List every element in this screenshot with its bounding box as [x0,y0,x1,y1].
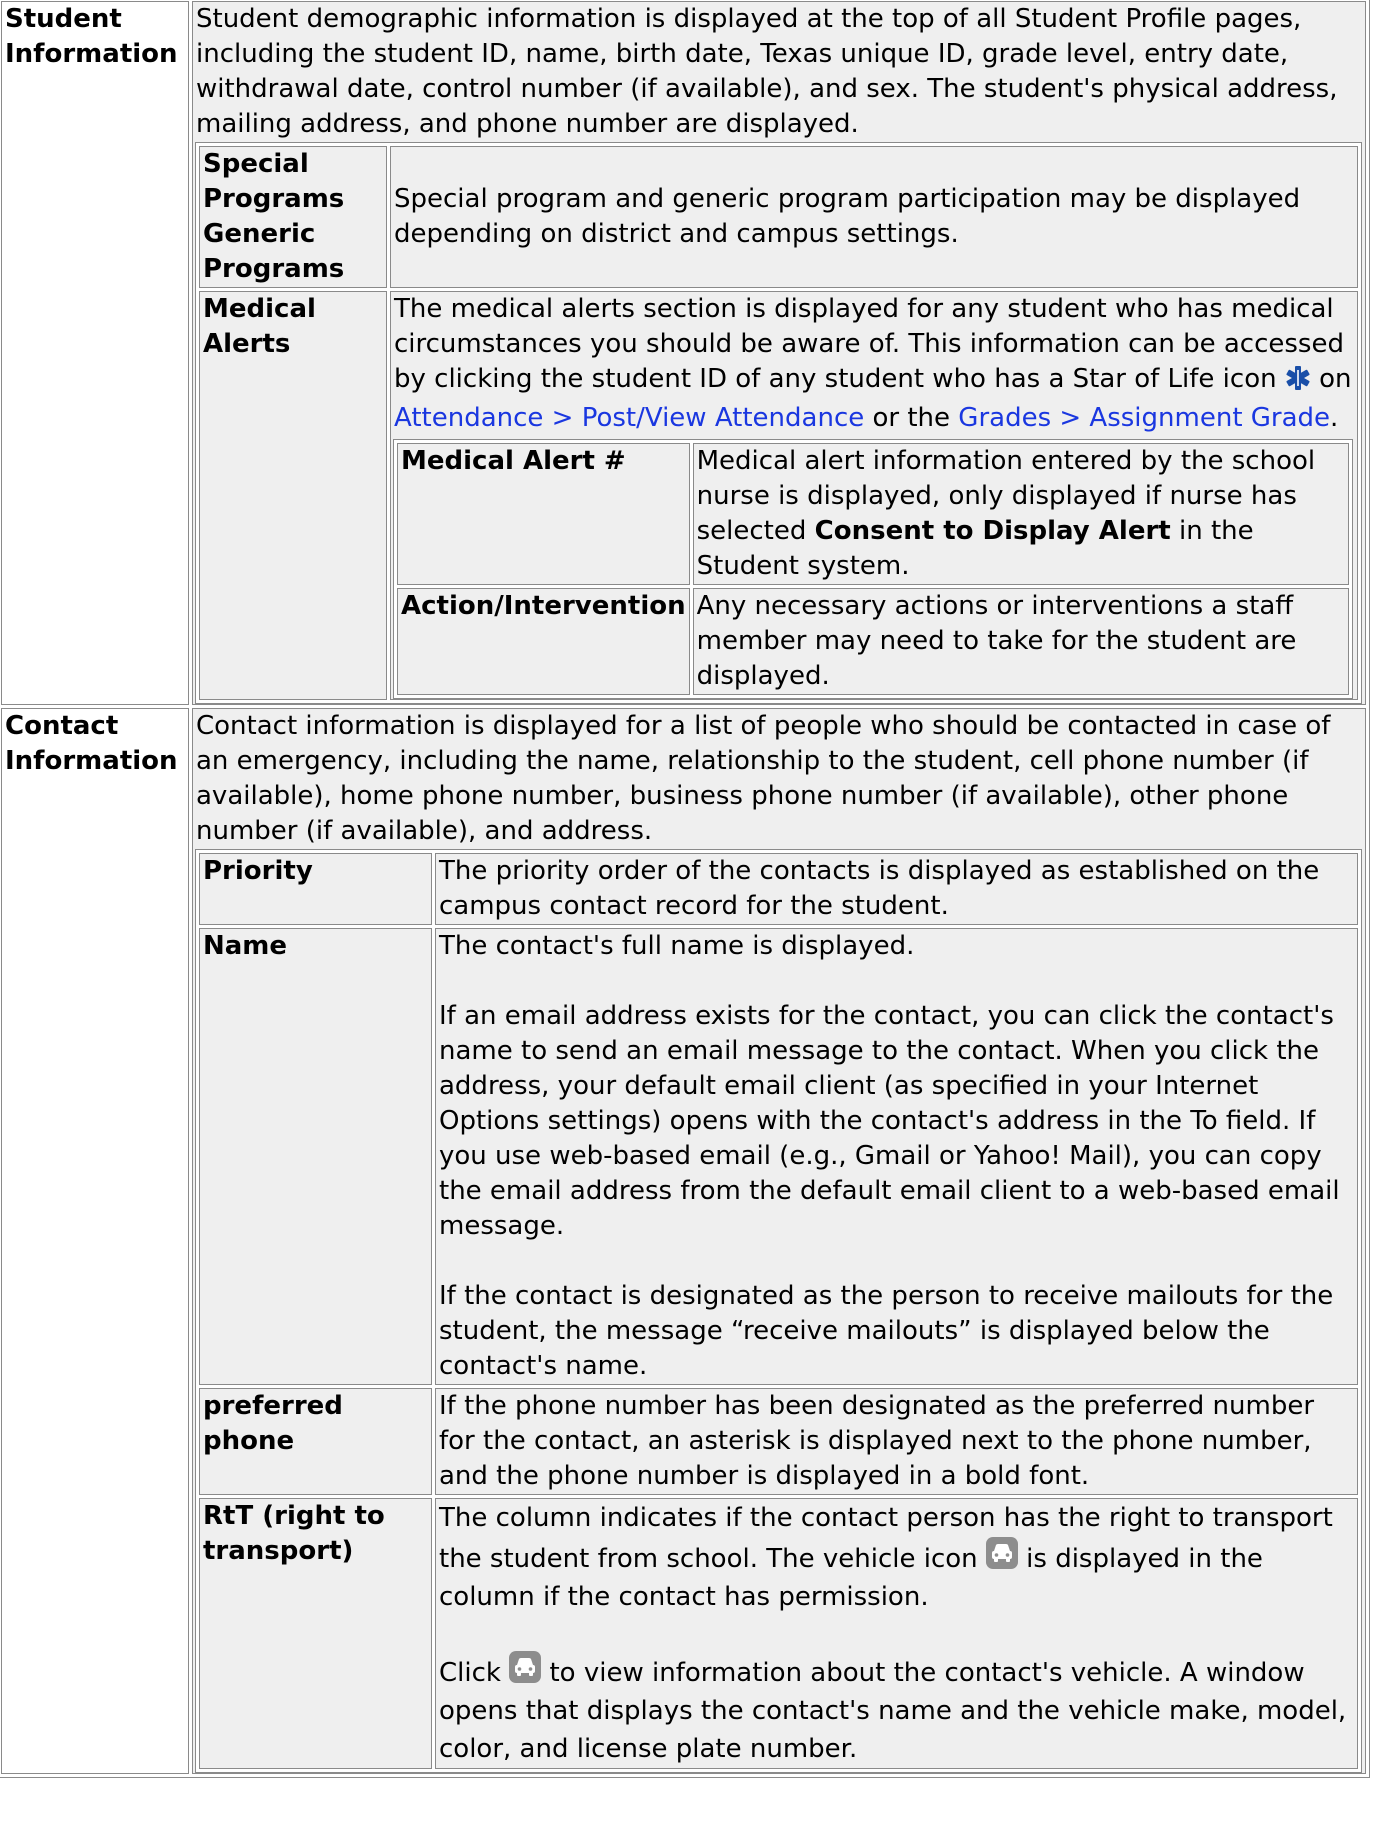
medical-alerts-subtable [393,439,1353,699]
special-programs-text: Special program and generic program participation may be displayed depending on district and campus settings. [390,146,1358,288]
special-programs-heading: Special Programs Generic Programs [199,146,387,288]
medical-alerts-heading: Medical Alerts [199,291,387,700]
name-content [435,928,1358,1385]
preferred-phone-heading: preferred phone [199,1388,432,1495]
action-intervention-text: Any necessary actions or interventions a staff member may need to take for the student are displayed. [693,588,1349,695]
preferred-phone-row [199,1388,1358,1495]
rtt-row [199,1498,1358,1769]
medical-alerts-period: . [1330,403,1339,433]
contact-information-heading: Contact Information [1,708,189,1774]
action-intervention-row [397,588,1349,695]
rtt-heading: RtT (right to transport) [199,1498,432,1769]
student-information-subtable [195,142,1362,704]
medical-alerts-description: The medical alerts section is displayed for any student who has medical circumstances you should be aware of. This information can be accessed by clicking the student ID of any student who has a Star of Life icon [394,294,1344,394]
rtt-content [435,1498,1358,1769]
medical-alerts-on: on [1319,364,1352,394]
priority-row [199,853,1358,925]
contact-information-row [1,708,1366,1774]
medical-alert-num-after: in the Student system. [696,516,1254,581]
medical-alerts-or: or the [872,403,951,433]
student-information-description: Student demographic information is displayed at the top of all Student Profile pages, including the student ID, name, birth date, Texas unique ID, grade level, entry date, withdrawal date, control number (if available), and sex. The student's physical address, mailing address, and phone number are displayed. [196,4,1338,139]
medical-alerts-text [394,292,1354,436]
student-information-heading: Student Information [1,1,189,705]
vehicle-icon [986,1537,1018,1569]
rtt-paragraph-2: Click to view information about the contact's vehicle. A window opens that displays the contact's name and the vehicle make, model, color, and license plate number. [439,1651,1354,1768]
vehicle-icon[interactable] [509,1651,541,1683]
action-intervention-heading: Action/Intervention [397,588,690,695]
preferred-phone-text: If the phone number has been designated as the preferred number for the contact, an asterisk is displayed next to the phone number, and the phone number is displayed in a bold font. [435,1388,1358,1495]
medical-alert-num-heading: Medical Alert # [397,443,690,585]
star-of-life-icon [1285,365,1311,401]
consent-to-display-alert: Consent to Display Alert [814,516,1171,546]
student-information-content [192,1,1366,705]
student-information-row [1,1,1366,705]
medical-alert-num-before: Medical alert information entered by the school nurse is displayed, only displayed if nurse has selected [696,446,1316,546]
medical-alert-num-row [397,443,1349,585]
contact-information-content [192,708,1366,1774]
name-heading: Name [199,928,432,1385]
rtt-paragraph-1: The column indicates if the contact person has the right to transport the student from school. The vehicle icon is displayed in the column if the contact has permission. [439,1503,1333,1612]
attendance-link[interactable]: Attendance > Post/View Attendance [394,403,865,433]
name-paragraph-3: If the contact is designated as the person to receive mailouts for the student, the message “receive mailouts” is displayed below the contact's name. [439,1281,1334,1381]
contact-information-subtable [195,849,1362,1773]
priority-text: The priority order of the contacts is displayed as established on the campus contact record for the student. [435,853,1358,925]
medical-alerts-row [199,291,1358,700]
name-paragraph-2: If an email address exists for the contact, you can click the contact's name to send an email message to the contact. When you click the address, your default email client (as specified in your Internet Options settings) opens with the contact's address in the To field. If you use web-based email (e.g., Gmail or Yahoo! Mail), you can copy the email address from the default email client to a web-based email message. [439,1001,1340,1241]
name-paragraph-1: The contact's full name is displayed. [439,931,915,961]
medical-alert-num-text [693,443,1349,585]
special-programs-row [199,146,1358,288]
medical-alerts-content [390,291,1358,700]
name-row [199,928,1358,1385]
grades-link[interactable]: Grades > Assignment Grade [958,403,1331,433]
priority-heading: Priority [199,853,432,925]
contact-information-description: Contact information is displayed for a list of people who should be contacted in case of an emergency, including the name, relationship to the student, cell phone number (if available), home phone number, business phone number (if available), other phone number (if available), and address. [196,711,1331,846]
